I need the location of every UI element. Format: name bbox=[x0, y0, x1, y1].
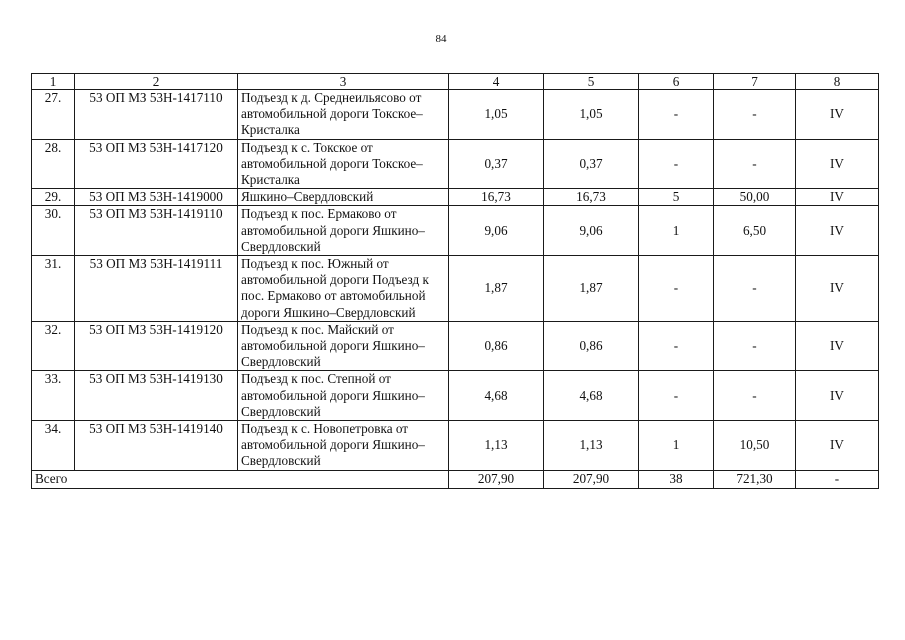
cell-col6: - bbox=[639, 90, 714, 140]
column-header: 2 bbox=[75, 74, 238, 90]
cell-col5: 1,87 bbox=[544, 256, 639, 322]
row-number: 28. bbox=[32, 139, 75, 189]
road-id: 53 ОП МЗ 53Н-1419130 bbox=[75, 371, 238, 421]
cell-col8: IV bbox=[796, 139, 879, 189]
cell-col6: - bbox=[639, 371, 714, 421]
cell-col8: IV bbox=[796, 321, 879, 371]
table-row bbox=[32, 206, 879, 256]
cell-col7: - bbox=[714, 256, 796, 322]
cell-col5: 0,86 bbox=[544, 321, 639, 371]
cell-col4: 1,13 bbox=[449, 421, 544, 471]
row-number: 32. bbox=[32, 321, 75, 371]
cell-col4: 9,06 bbox=[449, 206, 544, 256]
row-number: 31. bbox=[32, 256, 75, 322]
road-name: Подъезд к с. Новопетровка от автомобильной дороги Яшкино–Свердловский bbox=[238, 421, 449, 471]
total-col7: 721,30 bbox=[714, 470, 796, 488]
cell-col4: 1,05 bbox=[449, 90, 544, 140]
table-row bbox=[32, 321, 879, 371]
cell-col7: 6,50 bbox=[714, 206, 796, 256]
table-row bbox=[32, 90, 879, 140]
page-number: 84 bbox=[435, 33, 447, 45]
road-name: Яшкино–Свердловский bbox=[238, 189, 449, 206]
cell-col8: IV bbox=[796, 256, 879, 322]
table-row bbox=[32, 421, 879, 471]
cell-col6: 1 bbox=[639, 206, 714, 256]
table-row bbox=[32, 139, 879, 189]
cell-col5: 1,13 bbox=[544, 421, 639, 471]
cell-col6: 5 bbox=[639, 189, 714, 206]
road-name: Подъезд к пос. Южный от автомобильной дороги Подъезд к пос. Ермаково от автомобильной дороги Яшкино–Свердловский bbox=[238, 256, 449, 322]
cell-col5: 1,05 bbox=[544, 90, 639, 140]
row-number: 27. bbox=[32, 90, 75, 140]
column-header: 5 bbox=[544, 74, 639, 90]
road-id: 53 ОП МЗ 53Н-1419110 bbox=[75, 206, 238, 256]
total-col6: 38 bbox=[639, 470, 714, 488]
cell-col6: - bbox=[639, 139, 714, 189]
cell-col4: 0,86 bbox=[449, 321, 544, 371]
total-row bbox=[32, 470, 879, 488]
road-id: 53 ОП МЗ 53Н-1419111 bbox=[75, 256, 238, 322]
column-header: 6 bbox=[639, 74, 714, 90]
table-row bbox=[32, 371, 879, 421]
cell-col8: IV bbox=[796, 90, 879, 140]
roads-table bbox=[31, 73, 879, 489]
column-header: 3 bbox=[238, 74, 449, 90]
cell-col4: 16,73 bbox=[449, 189, 544, 206]
road-name: Подъезд к пос. Ермаково от автомобильной дороги Яшкино–Свердловский bbox=[238, 206, 449, 256]
cell-col8: IV bbox=[796, 206, 879, 256]
road-name: Подъезд к д. Среднеильясово от автомобильной дороги Токское–Кристалка bbox=[238, 90, 449, 140]
table-row bbox=[32, 189, 879, 206]
cell-col7: 50,00 bbox=[714, 189, 796, 206]
row-number: 34. bbox=[32, 421, 75, 471]
cell-col7: - bbox=[714, 90, 796, 140]
total-label: Всего bbox=[32, 470, 449, 488]
total-col5: 207,90 bbox=[544, 470, 639, 488]
total-col8: - bbox=[796, 470, 879, 488]
cell-col4: 4,68 bbox=[449, 371, 544, 421]
road-id: 53 ОП МЗ 53Н-1419120 bbox=[75, 321, 238, 371]
cell-col8: IV bbox=[796, 189, 879, 206]
cell-col8: IV bbox=[796, 421, 879, 471]
column-header: 1 bbox=[32, 74, 75, 90]
cell-col4: 0,37 bbox=[449, 139, 544, 189]
road-id: 53 ОП МЗ 53Н-1419140 bbox=[75, 421, 238, 471]
column-header: 4 bbox=[449, 74, 544, 90]
table-row bbox=[32, 256, 879, 322]
cell-col4: 1,87 bbox=[449, 256, 544, 322]
cell-col5: 4,68 bbox=[544, 371, 639, 421]
cell-col6: 1 bbox=[639, 421, 714, 471]
cell-col7: - bbox=[714, 139, 796, 189]
column-header: 8 bbox=[796, 74, 879, 90]
cell-col8: IV bbox=[796, 371, 879, 421]
road-name: Подъезд к с. Токское от автомобильной дороги Токское–Кристалка bbox=[238, 139, 449, 189]
cell-col5: 16,73 bbox=[544, 189, 639, 206]
road-id: 53 ОП МЗ 53Н-1417110 bbox=[75, 90, 238, 140]
cell-col5: 9,06 bbox=[544, 206, 639, 256]
row-number: 33. bbox=[32, 371, 75, 421]
cell-col5: 0,37 bbox=[544, 139, 639, 189]
cell-col6: - bbox=[639, 256, 714, 322]
road-name: Подъезд к пос. Майский от автомобильной дороги Яшкино–Свердловский bbox=[238, 321, 449, 371]
total-col4: 207,90 bbox=[449, 470, 544, 488]
column-header: 7 bbox=[714, 74, 796, 90]
road-name: Подъезд к пос. Степной от автомобильной дороги Яшкино–Свердловский bbox=[238, 371, 449, 421]
table-header-row bbox=[32, 74, 879, 90]
cell-col6: - bbox=[639, 321, 714, 371]
row-number: 30. bbox=[32, 206, 75, 256]
cell-col7: - bbox=[714, 321, 796, 371]
cell-col7: - bbox=[714, 371, 796, 421]
road-id: 53 ОП МЗ 53Н-1419000 bbox=[75, 189, 238, 206]
road-id: 53 ОП МЗ 53Н-1417120 bbox=[75, 139, 238, 189]
row-number: 29. bbox=[32, 189, 75, 206]
cell-col7: 10,50 bbox=[714, 421, 796, 471]
